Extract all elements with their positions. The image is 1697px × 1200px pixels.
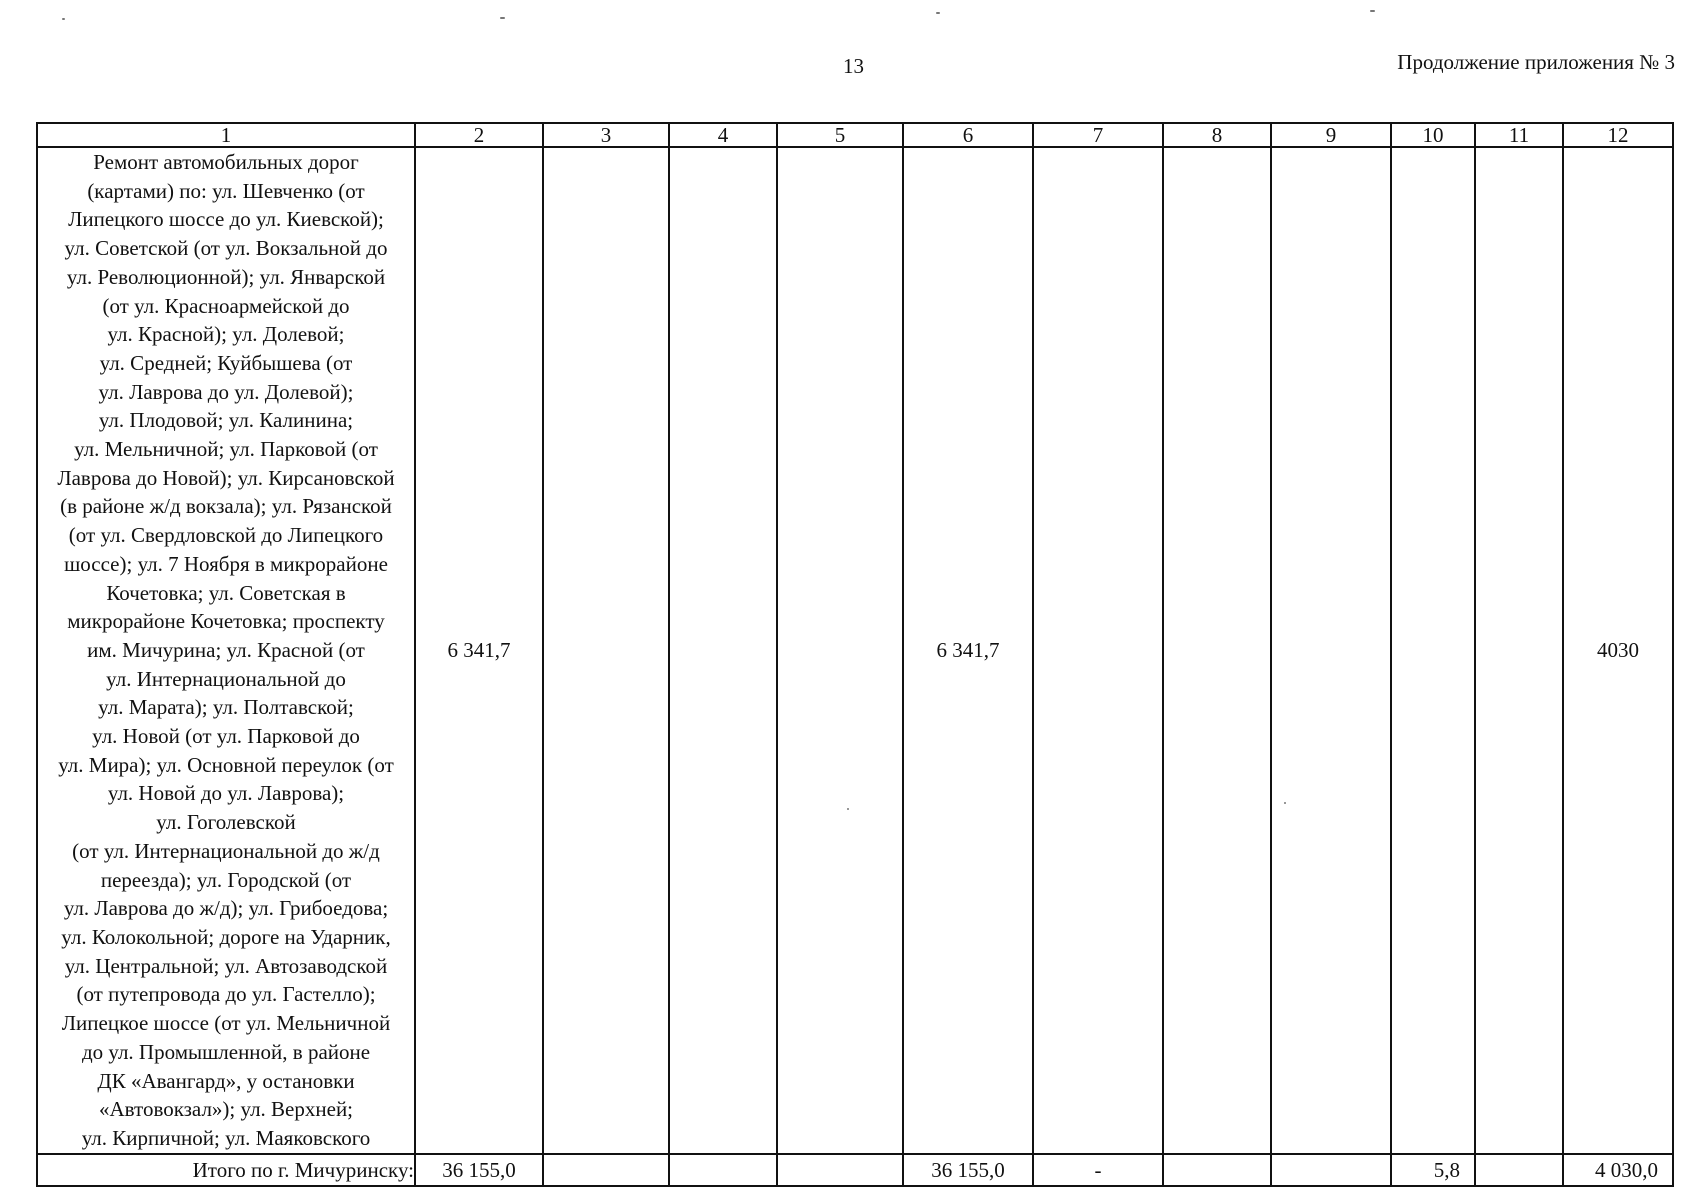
description-line: им. Мичурина; ул. Красной (от	[87, 637, 365, 662]
column-header: 4	[669, 123, 777, 147]
column-header: 7	[1033, 123, 1163, 147]
column-number-row	[37, 123, 1673, 147]
total-label: Итого по г. Мичуринску:	[37, 1154, 415, 1186]
empty-cell	[669, 1154, 777, 1186]
column-header: 8	[1163, 123, 1271, 147]
column-header: 5	[777, 123, 903, 147]
description-line: (от ул. Свердловской до Липецкого	[68, 523, 384, 548]
total-row	[37, 1154, 1673, 1186]
page-number: 13	[843, 54, 864, 78]
description-line: Липецкое шоссе (от ул. Мельничной	[61, 1011, 391, 1036]
annex-continuation-title: Продолжение приложения № 3	[1397, 50, 1675, 74]
description-line: ул. Плодовой; ул. Калинина;	[98, 408, 354, 433]
empty-cell	[1163, 147, 1271, 1154]
description-line: Ремонт автомобильных дорог	[93, 150, 359, 174]
description-line: (картами) по: ул. Шевченко (от	[87, 178, 365, 203]
road-repair-description	[37, 147, 415, 1154]
scan-speck	[1370, 10, 1375, 12]
description-line: переезда); ул. Городской (от	[100, 867, 352, 892]
description-line: до ул. Промышленной, в районе	[81, 1039, 371, 1064]
data-table	[36, 122, 1674, 1187]
scan-speck	[500, 17, 505, 19]
empty-cell	[1033, 147, 1163, 1154]
description-line: ул. Марата); ул. Полтавской;	[98, 695, 354, 720]
description-line: ул. Центральной; ул. Автозаводской	[64, 953, 388, 978]
column-header: 9	[1271, 123, 1391, 147]
total-col12: 4 030,0	[1563, 1154, 1673, 1186]
description-line: (в районе ж/д вокзала); ул. Рязанской	[60, 494, 392, 519]
empty-cell	[777, 147, 903, 1154]
description-line: Лаврова до Новой); ул. Кирсановской	[57, 465, 395, 490]
description-line: (от ул. Красноармейской до	[102, 293, 350, 318]
description-line: ул. Советской (от ул. Вокзальной до	[64, 236, 388, 261]
empty-cell	[1475, 147, 1563, 1154]
empty-cell	[1475, 1154, 1563, 1186]
empty-cell	[543, 147, 669, 1154]
description-line: ул. Средней; Куйбышева (от	[99, 350, 353, 375]
description-line: ДК «Авангард», у остановки	[97, 1068, 355, 1093]
description-line: ул. Лаврова до ул. Долевой);	[98, 379, 354, 404]
empty-cell	[1163, 1154, 1271, 1186]
description-line: ул. Лаврова до ж/д); ул. Грибоедова;	[63, 896, 389, 921]
column-header: 3	[543, 123, 669, 147]
total-col2: 36 155,0	[415, 1154, 543, 1186]
description-line: Липецкого шоссе до ул. Киевской);	[68, 207, 384, 232]
total-col10: 5,8	[1391, 1154, 1475, 1186]
row-value-col2: 6 341,7	[415, 147, 543, 1154]
column-header: 10	[1391, 123, 1475, 147]
description-line: (от ул. Интернациональной до ж/д	[72, 838, 380, 863]
empty-cell	[1271, 147, 1391, 1154]
empty-cell	[543, 1154, 669, 1186]
description-line: ул. Колокольной; дороге на Ударник,	[61, 924, 391, 949]
scan-speck	[62, 18, 65, 20]
column-header: 6	[903, 123, 1033, 147]
description-line: ул. Революционной); ул. Январской	[66, 264, 386, 289]
description-line: «Автовокзал»); ул. Верхней;	[98, 1097, 354, 1122]
empty-cell	[1271, 1154, 1391, 1186]
description-line: шоссе); ул. 7 Ноября в микрорайоне	[64, 551, 388, 576]
description-line: ул. Интернациональной до	[106, 666, 346, 691]
description-line: ул. Новой до ул. Лаврова);	[107, 781, 345, 806]
description-line: ул. Мира); ул. Основной переулок (от	[58, 752, 394, 777]
description-line: ул. Мельничной; ул. Парковой (от	[74, 437, 378, 462]
column-header: 2	[415, 123, 543, 147]
table-row	[37, 147, 1673, 1154]
empty-cell	[669, 147, 777, 1154]
column-header: 12	[1563, 123, 1673, 147]
description-line: ул. Красной); ул. Долевой;	[107, 322, 345, 347]
total-col7: -	[1033, 1154, 1163, 1186]
empty-cell	[1391, 147, 1475, 1154]
description-line: ул. Кирпичной; ул. Маяковского	[81, 1125, 371, 1150]
total-col6: 36 155,0	[903, 1154, 1033, 1186]
row-value-col6: 6 341,7	[903, 147, 1033, 1154]
description-line: (от путепровода до ул. Гастелло);	[76, 982, 376, 1007]
scan-speck	[936, 12, 940, 14]
empty-cell	[777, 1154, 903, 1186]
column-header: 11	[1475, 123, 1563, 147]
description-line: Кочетовка; ул. Советская в	[106, 580, 346, 605]
row-value-col12: 4030	[1563, 147, 1673, 1154]
column-header: 1	[37, 123, 415, 147]
description-line: микрорайоне Кочетовка; проспекту	[67, 609, 385, 634]
description-line: ул. Новой (от ул. Парковой до	[92, 724, 360, 749]
description-line: ул. Гоголевской	[156, 810, 296, 835]
